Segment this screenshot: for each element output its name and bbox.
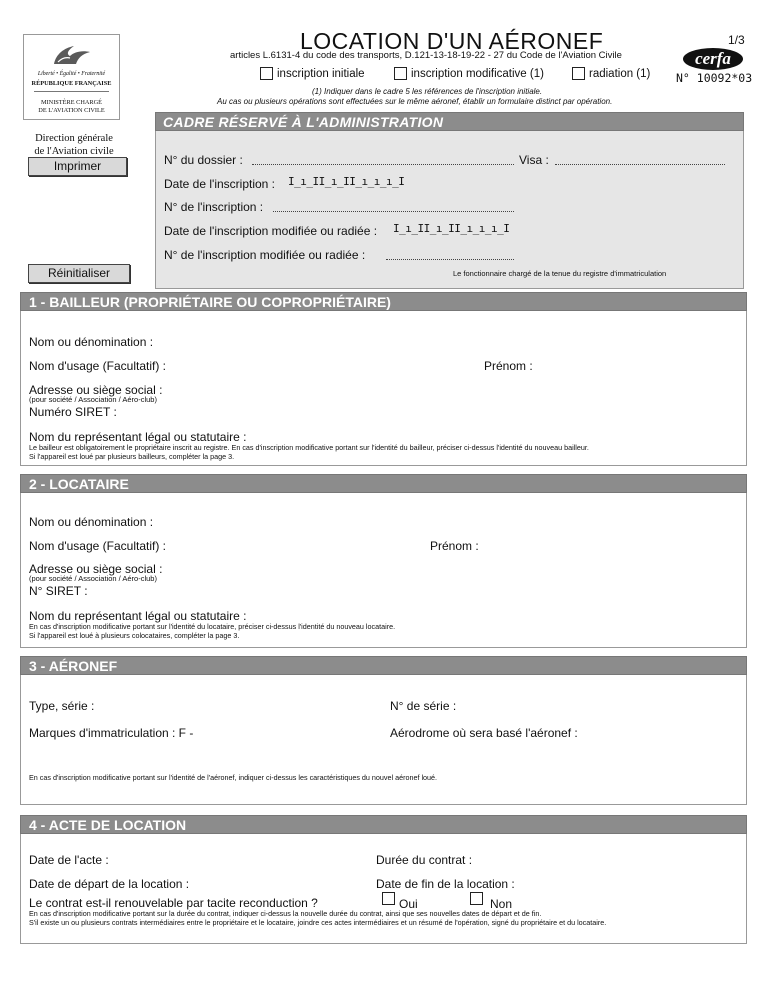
field-num-modif[interactable] <box>386 259 514 260</box>
label-date-modif: Date de l'inscription modifiée ou radiée : <box>164 224 378 238</box>
label-date-inscription: Date de l'inscription : <box>164 177 276 191</box>
s1-label-prenom: Prénom : <box>484 359 533 373</box>
section-3-title: 3 - AÉRONEF <box>29 658 118 674</box>
legal-articles: articles L.6131-4 du code des transports, D.121-13-18-19-22 - 27 du Code de l'Aviation Civile <box>230 50 622 61</box>
admin-title: CADRE RÉSERVÉ À L'ADMINISTRATION <box>163 114 444 130</box>
section-1-bar <box>20 292 747 311</box>
s2-label-pour: (pour société / Association / Aéro-club) <box>29 574 157 583</box>
s3-label-aerodrome: Aérodrome où sera basé l'aéronef : <box>390 726 578 740</box>
s1-note: Le bailleur est obligatoirement le propriétaire inscrit au registre. En cas d'inscription modificative portant sur l'identité du bailleur, préciser ci-dessus l'identité du nouveau bailleur. Si l'appareil est loué par plusieurs bailleurs, compléter la page 3. <box>29 443 589 461</box>
s2-label-adresse: Adresse ou siège social : <box>29 562 163 576</box>
checkbox-inscription-initiale[interactable] <box>260 67 273 80</box>
field-num-inscription[interactable] <box>273 211 514 212</box>
label-num-modif: N° de l'inscription modifiée ou radiée : <box>164 248 366 262</box>
logo-motto: Liberté • Égalité • Fraternité <box>37 71 106 77</box>
section-4-bar <box>20 815 747 834</box>
s2-note: En cas d'inscription modificative portant sur l'identité du locataire, préciser ci-dessus l'identité du nouveau locataire. Si l'appareil est loué à plusieurs colocataires, compléter la page 3. <box>29 622 396 640</box>
s1-label-nom: Nom ou dénomination : <box>29 335 154 349</box>
logo-republic: RÉPUBLIQUE FRANÇAISE <box>31 80 112 87</box>
reset-button[interactable]: Réinitialiser <box>28 264 130 283</box>
s3-label-type: Type, série : <box>29 699 95 713</box>
label-inscription-modificative: inscription modificative (1) <box>411 68 544 80</box>
s2-label-siret: N° SIRET : <box>29 584 88 598</box>
logo-ministry: MINISTÈRE CHARGÉ DE L'AVIATION CIVILE <box>38 99 105 114</box>
s2-label-nom: Nom ou dénomination : <box>29 515 154 529</box>
cerfa-logo: cerfa <box>683 48 743 70</box>
s1-label-representant: Nom du représentant légal ou statutaire : <box>29 430 247 444</box>
label-num-inscription: N° de l'inscription : <box>164 200 264 214</box>
checkbox-inscription-modificative[interactable] <box>394 67 407 80</box>
s2-label-prenom: Prénom : <box>430 539 479 553</box>
s2-label-representant: Nom du représentant légal ou statutaire : <box>29 609 247 623</box>
field-visa[interactable] <box>555 164 725 165</box>
field-date-inscription[interactable]: I_ı_II_ı_II_ı_ı_ı_I <box>288 175 405 188</box>
checkbox-oui[interactable] <box>382 892 395 905</box>
s4-note: En cas d'inscription modificative portant sur la durée du contrat, indiquer ci-dessus la nouvelle durée du contrat, ainsi que ses nouvelles dates de départ et de fin. S'il existe un ou plusieurs contrats intermédiaires entre le propriétaire et le locataire, joindre ces actes intermédiaires et un résumé de l'opération, signé du propriétaire et du locataire. <box>29 909 607 927</box>
header-note-1: (1) Indiquer dans le cadre 5 les références de l'inscription initiale. <box>312 87 543 96</box>
checkbox-non[interactable] <box>470 892 483 905</box>
header-note-2: Au cas ou plusieurs opérations sont effectuées sur le même aéronef, établir un formulaire distinct par opération. <box>217 97 613 106</box>
s4-label-duree: Durée du contrat : <box>376 853 473 867</box>
s4-label-tacite: Le contrat est-il renouvelable par tacite reconduction ? <box>29 896 318 910</box>
section-3-frame <box>20 675 747 805</box>
field-dossier[interactable] <box>252 164 514 165</box>
direction-generale: Direction générale de l'Aviation civile <box>34 133 114 157</box>
s4-label-depart: Date de départ de la location : <box>29 877 190 891</box>
section-3-bar <box>20 656 747 675</box>
page-title: LOCATION D'UN AÉRONEF <box>300 28 604 54</box>
s1-label-pour: (pour société / Association / Aéro-club) <box>29 395 157 404</box>
checkbox-radiation[interactable] <box>572 67 585 80</box>
cerfa-number: N° 10092*03 <box>676 71 753 85</box>
section-2-bar <box>20 474 747 493</box>
page-number: 1/3 <box>728 33 745 47</box>
s1-label-usage: Nom d'usage (Facultatif) : <box>29 359 167 373</box>
label-visa: Visa : <box>519 153 549 167</box>
label-inscription-initiale: inscription initiale <box>277 68 365 80</box>
section-1-title: 1 - BAILLEUR (PROPRIÉTAIRE OU COPROPRIÉTAIRE) <box>29 294 391 310</box>
label-dossier: N° du dossier : <box>164 153 243 167</box>
label-non: Non <box>490 897 513 911</box>
marianne-icon <box>46 42 96 66</box>
section-2-title: 2 - LOCATAIRE <box>29 476 129 492</box>
s1-label-adresse: Adresse ou siège social : <box>29 383 163 397</box>
section-4-title: 4 - ACTE DE LOCATION <box>29 817 187 833</box>
print-button[interactable]: Imprimer <box>28 157 127 176</box>
republic-logo <box>23 34 120 120</box>
s3-label-serie: N° de série : <box>390 699 457 713</box>
s1-label-siret: Numéro SIRET : <box>29 405 117 419</box>
label-radiation: radiation (1) <box>589 68 651 80</box>
s3-note: En cas d'inscription modificative portant sur l'identité de l'aéronef, indiquer ci-dessus les caractéristiques du nouvel aéronef loué. <box>29 773 438 782</box>
s4-label-date-acte: Date de l'acte : <box>29 853 109 867</box>
field-date-modif[interactable]: I_ı_II_ı_II_ı_ı_ı_I <box>393 222 510 235</box>
label-oui: Oui <box>399 897 418 911</box>
admin-fonctionnaire-note: Le fonctionnaire chargé de la tenue du registre d'immatriculation <box>453 269 667 278</box>
s3-label-marques: Marques d'immatriculation : F - <box>29 726 194 740</box>
s4-label-fin: Date de fin de la location : <box>376 877 515 891</box>
s2-label-usage: Nom d'usage (Facultatif) : <box>29 539 167 553</box>
